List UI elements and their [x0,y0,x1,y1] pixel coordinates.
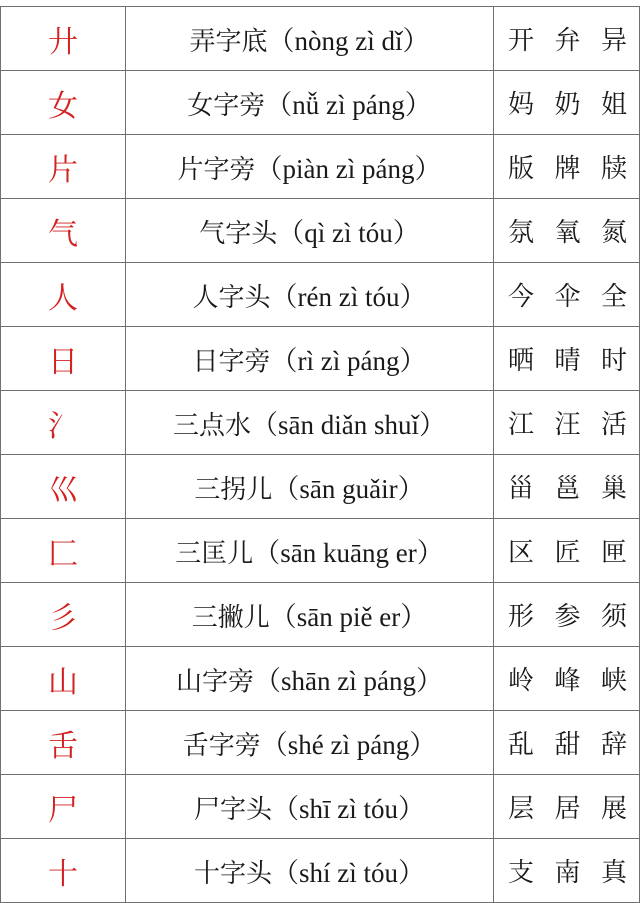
radical-cell [0,263,126,326]
radical-name-cell [126,263,494,326]
radical-name-cell [126,583,494,646]
radical-name-cell [126,775,494,838]
radical-glyph: 气 [48,216,78,252]
example-char: 甜 [554,730,581,760]
example-char: 开 [508,26,535,56]
examples-cell [494,647,640,710]
example-char: 牍 [600,154,627,184]
radical-name-cell [126,327,494,390]
table-row [0,455,640,519]
examples-cell [494,775,640,838]
radical-cell [0,775,126,838]
example-char: 乱 [508,730,535,760]
radical-name-cell [126,135,494,198]
example-char: 弁 [554,26,581,56]
radical-name: 女字旁（nǚ zì páng） [187,90,432,121]
table-row [0,263,640,327]
radical-cell [0,647,126,710]
radical-cell [0,391,126,454]
radical-name: 片字旁（piàn zì páng） [177,154,442,185]
radical-name: 日字旁（rì zì páng） [192,346,427,377]
example-char: 邕 [554,474,581,504]
radical-cell [0,199,126,262]
examples-cell [494,71,640,134]
example-char: 匠 [554,538,581,568]
radical-name: 三匡儿（sān kuāng er） [175,538,444,569]
radical-glyph: 日 [48,344,78,380]
radical-name: 舌字旁（shé zì páng） [182,730,437,761]
example-char: 姐 [600,90,627,120]
example-char: 氮 [600,218,627,248]
example-char: 峰 [554,666,581,696]
examples-cell [494,135,640,198]
example-char: 汪 [554,410,581,440]
examples-cell [494,455,640,518]
radical-table [0,6,640,903]
example-char: 真 [600,858,627,888]
radical-glyph: 山 [48,664,78,700]
example-char: 异 [600,26,627,56]
table-row [0,775,640,839]
radical-name: 三点水（sān diǎn shuǐ） [172,410,446,441]
radical-name: 十字头（shí zì tóu） [193,858,425,889]
example-char: 南 [554,858,581,888]
examples-cell [494,839,640,902]
example-char: 匣 [600,538,627,568]
table-row [0,7,640,71]
radical-cell [0,135,126,198]
radical-glyph: 匚 [48,536,78,572]
example-char: 甾 [508,474,535,504]
radical-glyph: 片 [48,152,78,188]
example-char: 须 [600,602,627,632]
radical-name-cell [126,7,494,70]
table-row [0,711,640,775]
radical-cell [0,327,126,390]
example-char: 氛 [508,218,535,248]
examples-cell [494,519,640,582]
example-char: 今 [508,282,535,312]
example-char: 岭 [508,666,535,696]
example-char: 版 [508,154,535,184]
radical-glyph: 十 [48,856,78,892]
example-char: 时 [600,346,627,376]
radical-glyph: 彡 [48,600,78,636]
radical-cell [0,455,126,518]
radical-name-cell [126,647,494,710]
radical-name: 山字旁（shān zì páng） [176,666,443,697]
example-char: 峡 [600,666,627,696]
table-row [0,647,640,711]
radical-name-cell [126,71,494,134]
example-char: 层 [508,794,535,824]
example-char: 妈 [508,90,535,120]
table-row [0,71,640,135]
radical-name: 弄字底（nòng zì dǐ） [189,26,430,57]
radical-name-cell [126,839,494,902]
examples-cell [494,391,640,454]
example-char: 晒 [508,346,535,376]
example-char: 晴 [554,346,581,376]
example-char: 辞 [600,730,627,760]
radical-glyph: 舌 [48,728,78,764]
table-row [0,199,640,263]
example-char: 巢 [600,474,627,504]
table-row [0,391,640,455]
table-row [0,519,640,583]
example-char: 活 [600,410,627,440]
example-char: 牌 [554,154,581,184]
table-row [0,583,640,647]
radical-name-cell [126,711,494,774]
radical-cell [0,839,126,902]
examples-cell [494,7,640,70]
radical-cell [0,711,126,774]
example-char: 全 [600,282,627,312]
example-char: 氧 [554,218,581,248]
radical-cell [0,519,126,582]
radical-glyph: 巛 [48,472,78,508]
example-char: 居 [554,794,581,824]
radical-cell [0,71,126,134]
examples-cell [494,711,640,774]
examples-cell [494,263,640,326]
example-char: 展 [600,794,627,824]
radical-name: 尸字头（shī zì tóu） [193,794,425,825]
radical-glyph: 人 [48,280,78,316]
radical-glyph: 女 [48,88,78,124]
radical-glyph: 廾 [48,24,78,60]
radical-name: 三撇儿（sān piě er） [191,602,428,633]
example-char: 江 [508,410,535,440]
radical-name: 三拐儿（sān guǎir） [194,474,425,505]
table-row [0,135,640,199]
example-char: 奶 [554,90,581,120]
examples-cell [494,583,640,646]
example-char: 参 [554,602,581,632]
radical-cell [0,583,126,646]
radical-name: 气字头（qì zì tóu） [199,218,420,249]
radical-name-cell [126,391,494,454]
example-char: 形 [508,602,535,632]
example-char: 伞 [554,282,581,312]
radical-name-cell [126,455,494,518]
radical-cell [0,7,126,70]
radical-glyph: 尸 [48,792,78,828]
example-char: 支 [508,858,535,888]
radical-name-cell [126,199,494,262]
radical-name-cell [126,519,494,582]
radical-name: 人字头（rén zì tóu） [192,282,427,313]
example-char: 区 [508,538,535,568]
radical-glyph: 氵 [48,408,78,444]
table-row [0,327,640,391]
examples-cell [494,327,640,390]
table-row [0,839,640,903]
examples-cell [494,199,640,262]
